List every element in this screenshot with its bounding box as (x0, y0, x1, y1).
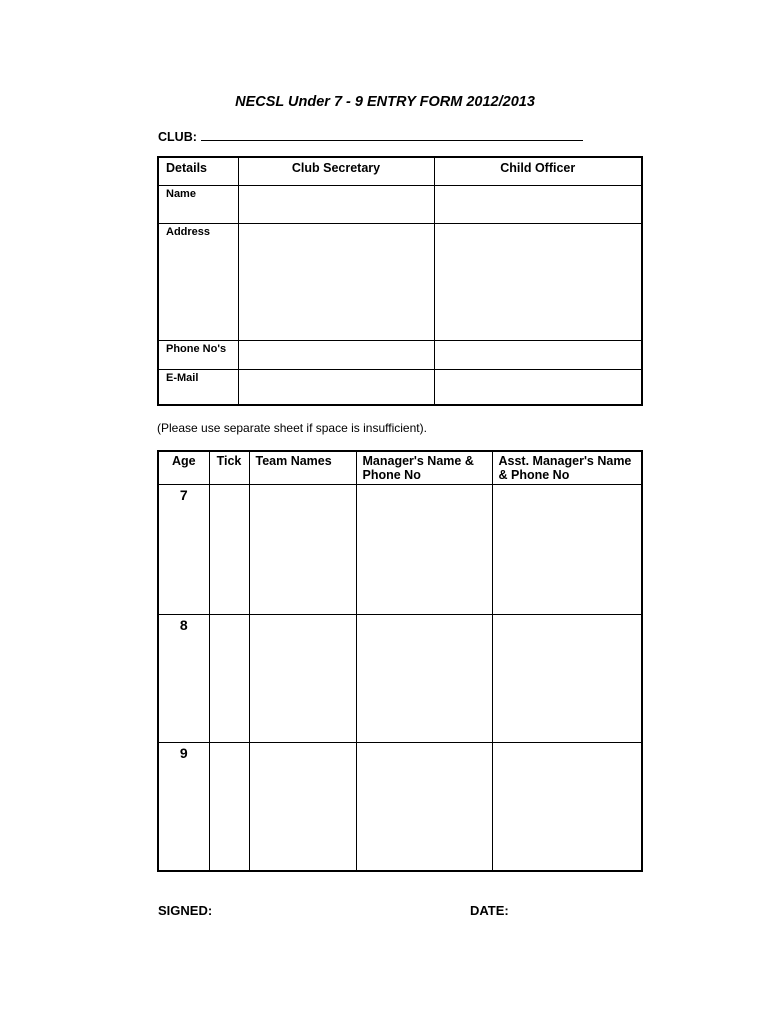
age-7-label: 7 (158, 485, 209, 615)
details-header: Details (158, 157, 238, 186)
child-officer-phone-cell[interactable] (434, 341, 642, 370)
details-table (157, 156, 643, 406)
address-row (158, 224, 642, 341)
age-8-tick-cell[interactable] (209, 615, 249, 743)
team-names-header: Team Names (249, 451, 356, 485)
age-9-label: 9 (158, 743, 209, 871)
age-9-tick-cell[interactable] (209, 743, 249, 871)
age-8-manager-cell[interactable] (356, 615, 492, 743)
phone-label: Phone No's (158, 341, 238, 370)
age-7-row (158, 485, 642, 615)
name-row (158, 186, 642, 224)
age-8-label: 8 (158, 615, 209, 743)
space-note: (Please use separate sheet if space is insufficient). (157, 421, 427, 435)
teams-table (157, 450, 643, 872)
age-7-team-names-cell[interactable] (249, 485, 356, 615)
child-officer-address-cell[interactable] (434, 224, 642, 341)
age-7-asst-manager-cell[interactable] (492, 485, 642, 615)
club-field (158, 129, 583, 144)
asst-manager-header: Asst. Manager's Name & Phone No (492, 451, 642, 485)
age-9-team-names-cell[interactable] (249, 743, 356, 871)
club-secretary-header: Club Secretary (238, 157, 434, 186)
age-header: Age (158, 451, 209, 485)
email-label: E-Mail (158, 370, 238, 405)
details-header-row (158, 157, 642, 186)
age-8-asst-manager-cell[interactable] (492, 615, 642, 743)
page-title: NECSL Under 7 - 9 ENTRY FORM 2012/2013 (235, 94, 535, 110)
age-7-tick-cell[interactable] (209, 485, 249, 615)
name-label: Name (158, 186, 238, 224)
address-label: Address (158, 224, 238, 341)
secretary-phone-cell[interactable] (238, 341, 434, 370)
child-officer-email-cell[interactable] (434, 370, 642, 405)
date-label: DATE: (470, 903, 509, 918)
age-8-team-names-cell[interactable] (249, 615, 356, 743)
phone-row (158, 341, 642, 370)
club-input-line[interactable] (201, 129, 583, 141)
child-officer-header: Child Officer (434, 157, 642, 186)
secretary-address-cell[interactable] (238, 224, 434, 341)
signed-label: SIGNED: (158, 903, 213, 918)
teams-header-row (158, 451, 642, 485)
email-row (158, 370, 642, 405)
age-9-manager-cell[interactable] (356, 743, 492, 871)
club-label: CLUB: (158, 130, 197, 144)
secretary-email-cell[interactable] (238, 370, 434, 405)
manager-header: Manager's Name & Phone No (356, 451, 492, 485)
age-8-row (158, 615, 642, 743)
age-7-manager-cell[interactable] (356, 485, 492, 615)
age-9-row (158, 743, 642, 871)
child-officer-name-cell[interactable] (434, 186, 642, 224)
secretary-name-cell[interactable] (238, 186, 434, 224)
tick-header: Tick (209, 451, 249, 485)
age-9-asst-manager-cell[interactable] (492, 743, 642, 871)
